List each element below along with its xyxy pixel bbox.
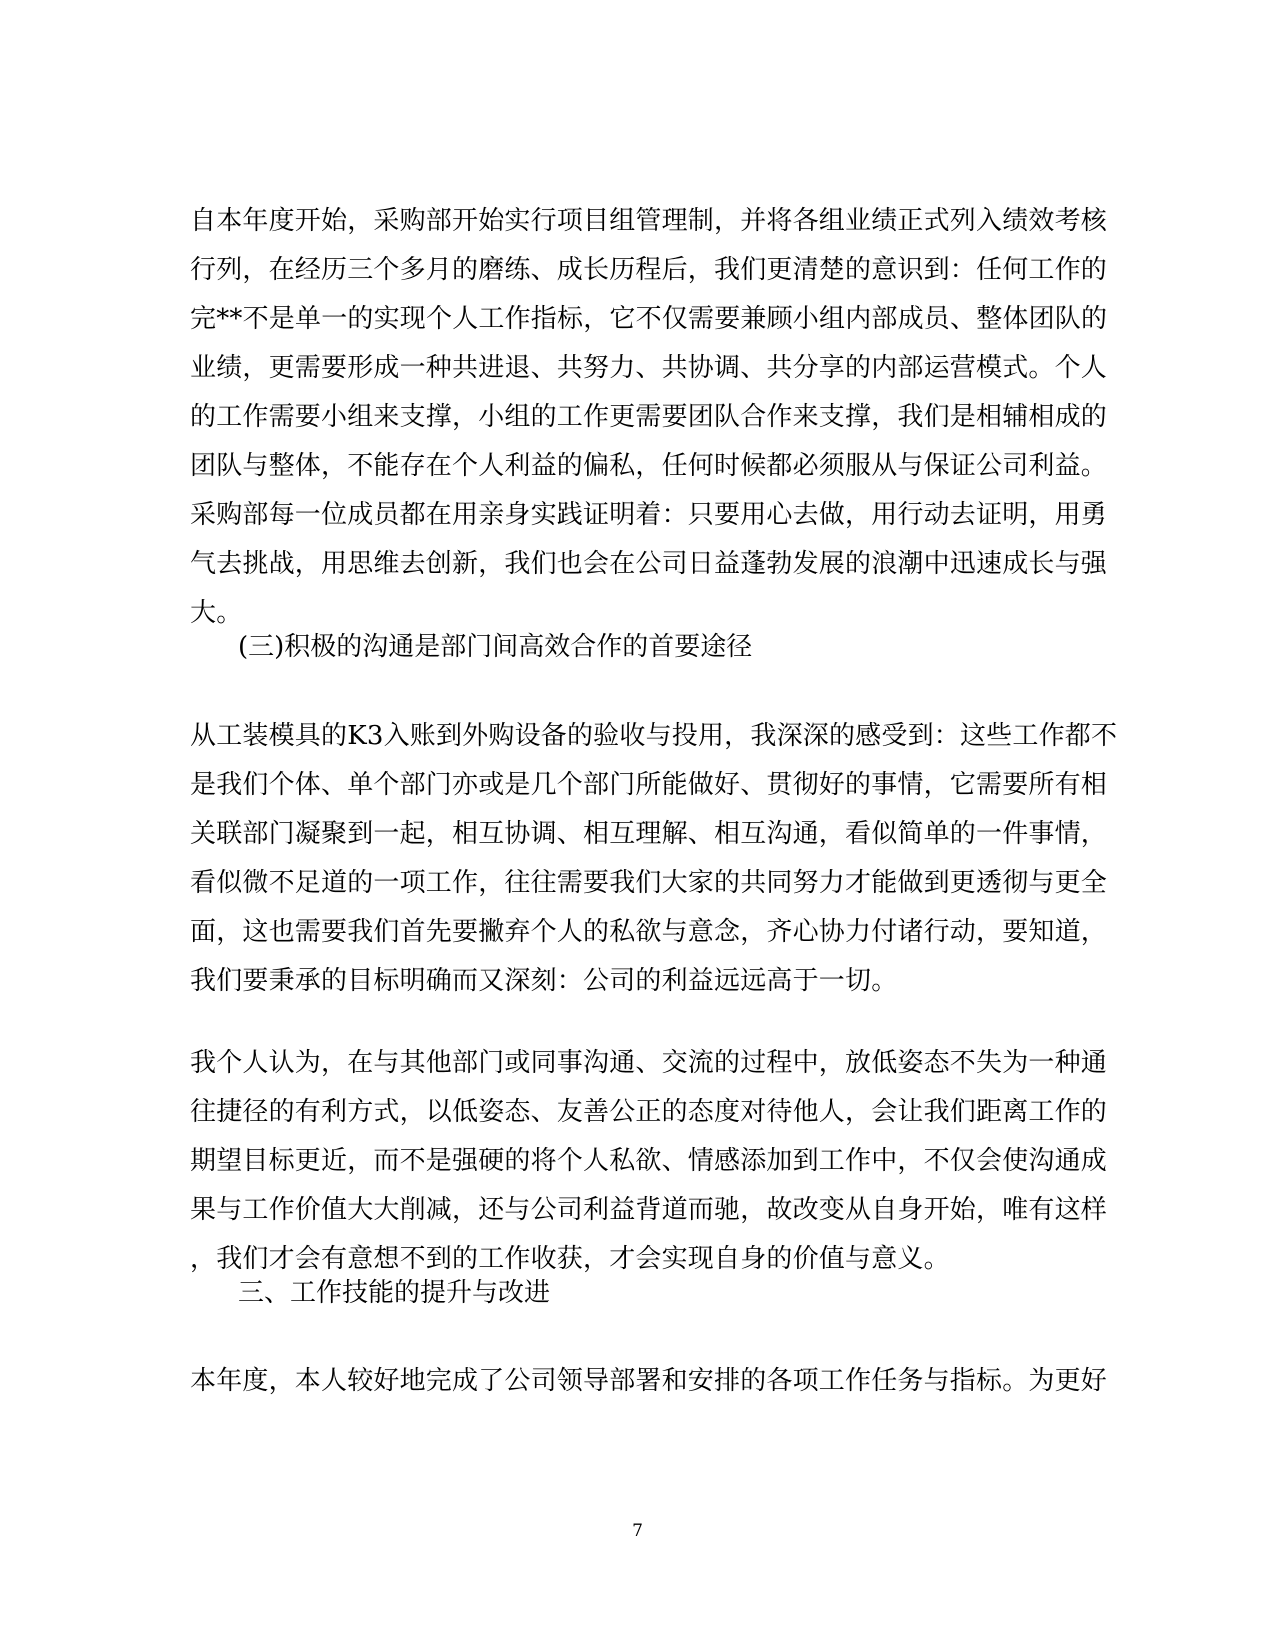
text-line: ，我们才会有意想不到的工作收获，才会实现自身的价值与意义。 [190,1244,950,1274]
text-line: 期望目标更近，而不是强硬的将个人私欲、情感添加到工作中，不仅会使沟通成 [190,1146,1108,1176]
text-line: 果与工作价值大大削减，还与公司利益背道而驰，故改变从自身开始，唯有这样 [190,1195,1108,1225]
text-line: 完**不是单一的实现个人工作指标，它不仅需要兼顾小组内部成员、整体团队的 [190,304,1108,334]
text-line: 我个人认为，在与其他部门或同事沟通、交流的过程中，放低姿态不失为一种通 [190,1048,1108,1078]
text-line: 采购部每一位成员都在用亲身实践证明着：只要用心去做，用行动去证明，用勇 [190,500,1108,530]
text-line: 大。 [190,598,243,628]
text-line: 是我们个体、单个部门亦或是几个部门所能做好、贯彻好的事情，它需要所有相 [190,770,1108,800]
text-line: 关联部门凝聚到一起，相互协调、相互理解、相互沟通，看似简单的一件事情， [190,819,1108,849]
text-line: 面，这也需要我们首先要撇弃个人的私欲与意念，齐心协力付诸行动，要知道， [190,917,1108,947]
text-line: 看似微不足道的一项工作，往往需要我们大家的共同努力才能做到更透彻与更全 [190,868,1108,898]
text-line: 往捷径的有利方式，以低姿态、友善公正的态度对待他人，会让我们距离工作的 [190,1097,1108,1127]
paragraph-project-team-management [190,197,1108,638]
text-line: 行列，在经历三个多月的磨练、成长历程后，我们更清楚的意识到：任何工作的 [190,255,1108,285]
section-heading-communication: (三)积极的沟通是部门间高效合作的首要途径 [238,632,753,662]
paragraph-personal-view [190,1039,1108,1284]
paragraph-annual-work [190,1357,1108,1406]
section-heading-skills: 三、工作技能的提升与改进 [238,1278,551,1308]
text-line: 自本年度开始，采购部开始实行项目组管理制，并将各组业绩正式列入绩效考核 [190,206,1108,236]
text-line: 气去挑战，用思维去创新，我们也会在公司日益蓬勃发展的浪潮中迅速成长与强 [190,549,1108,579]
text-line: 从工装模具的K3入账到外购设备的验收与投用，我深深的感受到：这些工作都不 [190,721,1118,751]
text-line: 的工作需要小组来支撑，小组的工作更需要团队合作来支撑，我们是相辅相成的 [190,402,1108,432]
paragraph-cross-department-cooperation [190,712,1118,1006]
text-line: 我们要秉承的目标明确而又深刻：公司的利益远远高于一切。 [190,966,898,996]
text-line: 团队与整体，不能存在个人利益的偏私，任何时候都必须服从与保证公司利益。 [190,451,1108,481]
text-line: 业绩，更需要形成一种共进退、共努力、共协调、共分享的内部运营模式。个人 [190,353,1108,383]
page-number: 7 [632,1521,643,1541]
text-line: 本年度，本人较好地完成了公司领导部署和安排的各项工作任务与指标。为更好 [190,1366,1108,1396]
